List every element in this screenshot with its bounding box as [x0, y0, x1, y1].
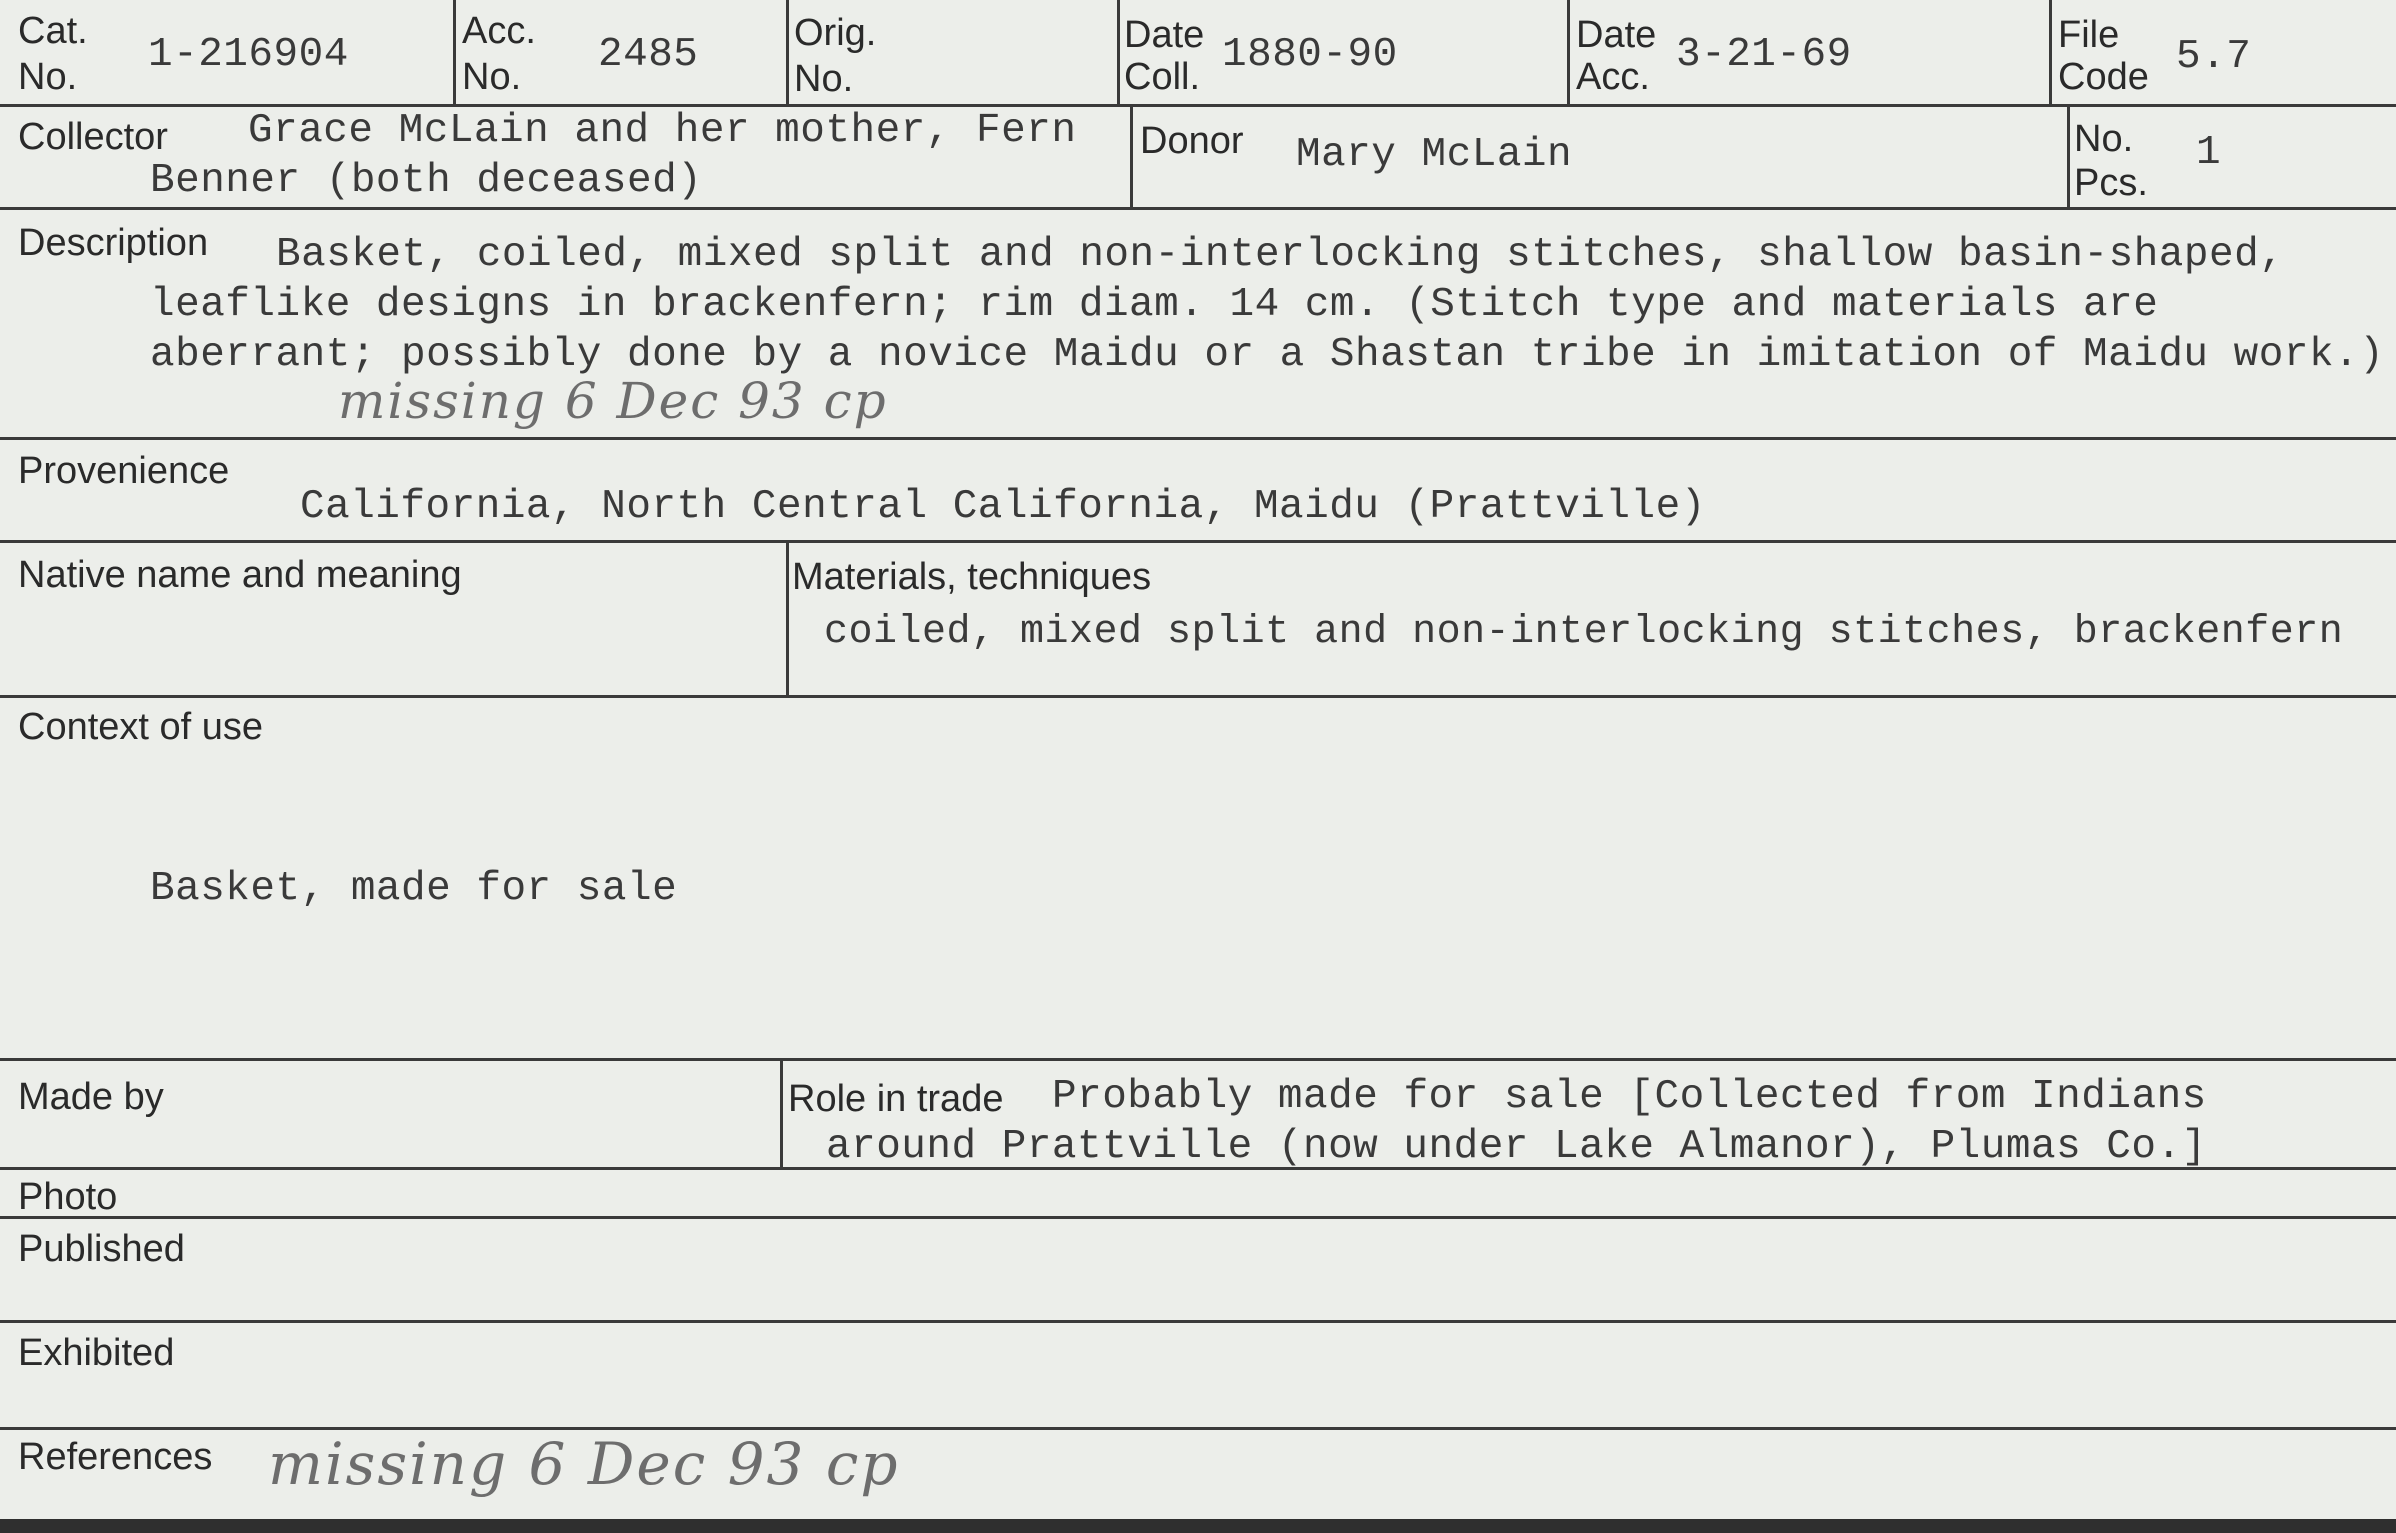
pcs-label: Pcs. — [2074, 162, 2148, 204]
donor-label: Donor — [1140, 120, 1244, 162]
photo-label: Photo — [18, 1176, 118, 1218]
description-line-1: Basket, coiled, mixed split and non-interlocking stitches, shallow basin-shaped, — [276, 232, 2285, 278]
date-coll-label: Coll. — [1124, 56, 1201, 98]
rule — [786, 0, 789, 107]
references-handwritten-note: missing 6 Dec 93 cp — [268, 1430, 900, 1498]
orig-no-label: No. — [794, 58, 854, 100]
context-label: Context of use — [18, 706, 264, 748]
file-code-value: 5.7 — [2176, 34, 2252, 80]
references-label: References — [18, 1436, 213, 1478]
published-label: Published — [18, 1228, 185, 1270]
orig-no-label: Orig. — [794, 12, 877, 54]
rule — [0, 695, 2396, 698]
exhibited-label: Exhibited — [18, 1332, 175, 1374]
acc-no-label: Acc. — [462, 10, 536, 52]
context-value: Basket, made for sale — [150, 866, 678, 912]
date-coll-value: 1880-90 — [1222, 32, 1398, 78]
rule — [0, 1320, 2396, 1323]
rule — [0, 1216, 2396, 1219]
rule — [0, 207, 2396, 210]
description-handwritten-note: missing 6 Dec 93 cp — [338, 372, 888, 430]
cat-no-label: No. — [18, 56, 78, 98]
rule — [0, 1058, 2396, 1061]
rule — [1567, 0, 1570, 107]
date-acc-label: Date — [1576, 14, 1657, 56]
made-by-label: Made by — [18, 1076, 164, 1118]
description-label: Description — [18, 222, 209, 264]
materials-label: Materials, techniques — [792, 556, 1152, 598]
file-code-label: File — [2058, 14, 2120, 56]
role-in-trade-line-1: Probably made for sale [Collected from Indians — [1052, 1074, 2207, 1120]
rule — [2049, 0, 2052, 107]
provenience-value: California, North Central California, Maidu (Prattville) — [300, 484, 1706, 530]
role-in-trade-line-2: around Prattville (now under Lake Almanor), Plumas Co.] — [826, 1124, 2207, 1170]
materials-value: coiled, mixed split and non-interlocking stitches, brackenfern — [824, 610, 2344, 655]
date-acc-label: Acc. — [1576, 56, 1650, 98]
pcs-label: No. — [2074, 118, 2134, 160]
file-code-label: Code — [2058, 56, 2149, 98]
donor-value: Mary McLain — [1296, 132, 1573, 178]
collector-line-1: Grace McLain and her mother, Fern — [248, 108, 1077, 154]
collector-line-2: Benner (both deceased) — [150, 158, 703, 204]
cat-no-label: Cat. — [18, 10, 88, 52]
card-bottom-edge — [0, 1519, 2396, 1533]
cat-no-value: 1-216904 — [148, 32, 349, 78]
provenience-label: Provenience — [18, 450, 230, 492]
rule — [0, 540, 2396, 543]
date-coll-label: Date — [1124, 14, 1205, 56]
description-line-3: aberrant; possibly done by a novice Maidu or a Shastan tribe in imitation of Maidu work.) — [150, 332, 2385, 378]
description-line-2: leaflike designs in brackenfern; rim diam. 14 cm. (Stitch type and materials are — [150, 282, 2159, 328]
rule — [0, 437, 2396, 440]
rule — [1130, 104, 1133, 210]
rule — [453, 0, 456, 107]
rule — [780, 1058, 783, 1170]
rule — [1117, 0, 1120, 107]
date-acc-value: 3-21-69 — [1676, 32, 1852, 78]
collector-label: Collector — [18, 116, 168, 158]
native-name-label: Native name and meaning — [18, 554, 462, 596]
rule — [786, 540, 789, 698]
acc-no-value: 2485 — [598, 32, 699, 78]
pcs-value: 1 — [2196, 130, 2222, 176]
acc-no-label: No. — [462, 56, 522, 98]
role-in-trade-label: Role in trade — [788, 1078, 1004, 1120]
rule — [2067, 104, 2070, 210]
